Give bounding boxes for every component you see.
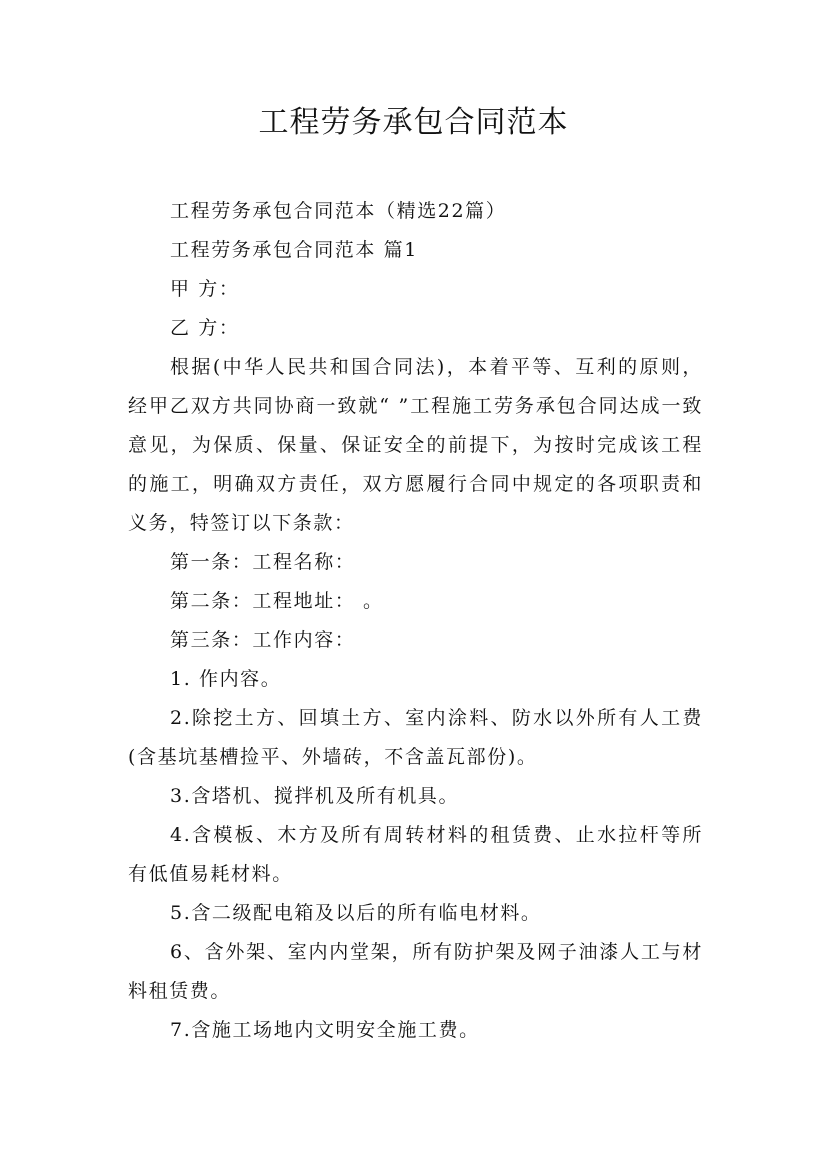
paragraph-subtitle: 工程劳务承包合同范本（精选22篇） [170, 200, 507, 222]
paragraph-article-3: 第三条：工作内容： [170, 629, 356, 651]
document-title: 工程劳务承包合同范本 [258, 105, 569, 140]
list-item-7: 7.含施工场地内文明安全施工费。 [170, 1019, 480, 1041]
list-item-2: 2.除挖土方、回填土方、室内涂料、防水以外所有人工费(含基坑基槽捡平、外墙砖，不含盖瓦部份)。 [128, 707, 703, 768]
list-item-1: 1. 作内容。 [170, 668, 282, 690]
list-item-6: 6、含外架、室内内堂架，所有防护架及网子油漆人工与材料租赁费。 [128, 941, 703, 1002]
paragraph-party-b: 乙 方： [170, 317, 240, 339]
paragraph-section-heading: 工程劳务承包合同范本 篇1 [170, 239, 418, 261]
list-item-5: 5.含二级配电箱及以后的所有临电材料。 [170, 902, 542, 924]
paragraph-article-2: 第二条：工程地址： 。 [170, 590, 384, 612]
list-item-3: 3.含塔机、搅拌机及所有机具。 [170, 785, 460, 807]
paragraph-article-1: 第一条：工程名称： [170, 551, 356, 573]
document-body [128, 192, 703, 1050]
paragraph-preamble: 根据(中华人民共和国合同法)，本着平等、互利的原则，经甲乙双方共同协商一致就“ ”工程施工劳务承包合同达成一致意见，为保质、保量、保证安全的前提下，为按时完成该工程的施工，明确双方责任，双方愿履行合同中规定的各项职责和义务，特签订以下条款： [128, 356, 703, 534]
paragraph-party-a: 甲 方： [170, 278, 240, 300]
list-item-4: 4.含模板、木方及所有周转材料的租赁费、止水拉杆等所有低值易耗材料。 [128, 824, 703, 885]
